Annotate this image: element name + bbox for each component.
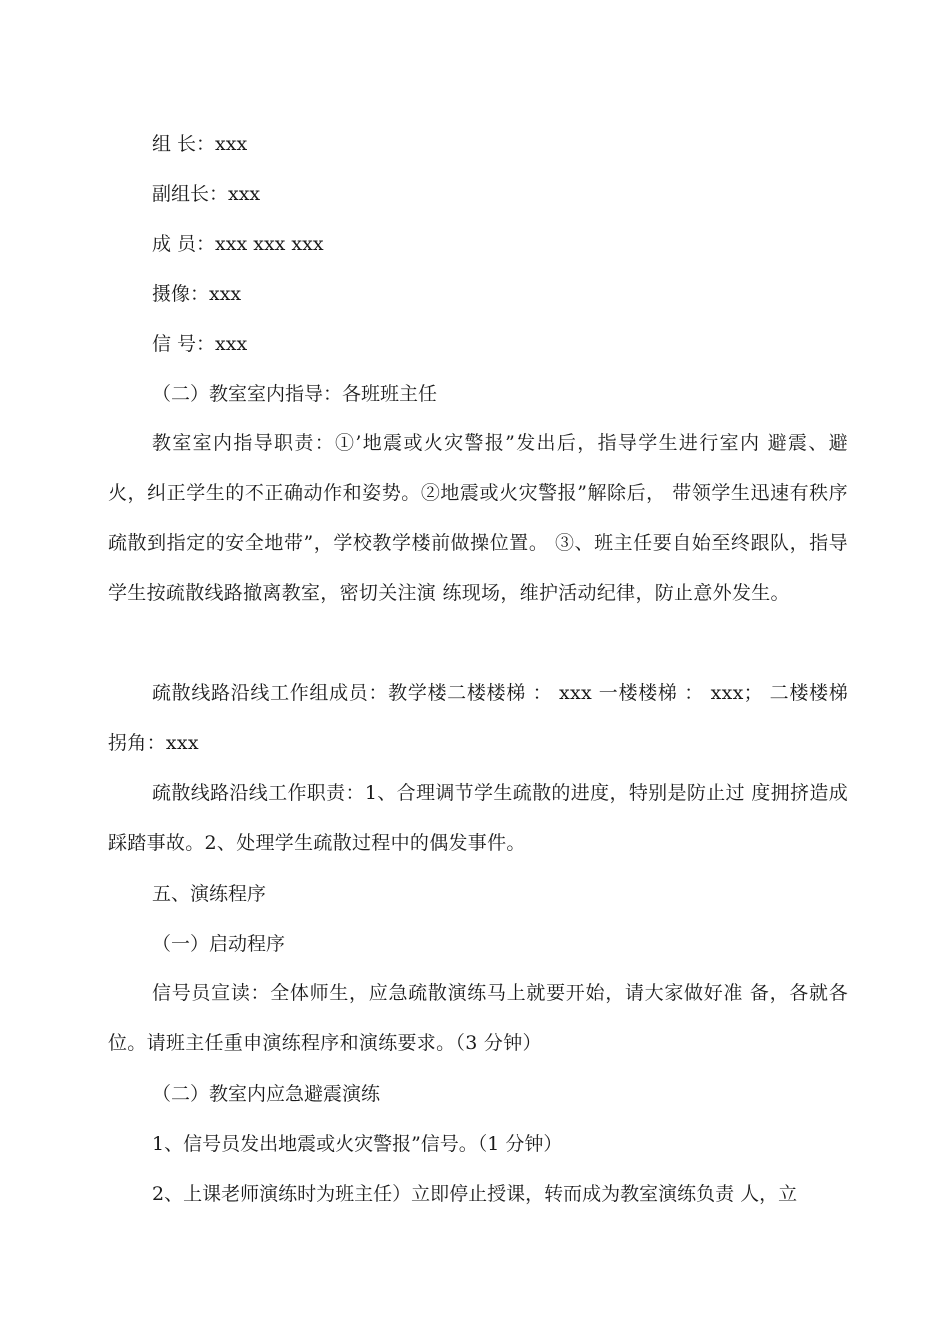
leader-line: 组 长：xxx (152, 133, 248, 155)
deputy-leader-line: 副组长：xxx (152, 183, 261, 205)
step-2-line: 2、上课老师演练时为班主任）立即停止授课，转而成为教室演练负责 人，立 (152, 1183, 798, 1205)
route-members-paragraph: 疏散线路沿线工作组成员：教学楼二楼楼梯 ： xxx 一楼楼梯 ： xxx； 二楼楼梯拐角：xxx (108, 682, 848, 754)
classroom-duties-paragraph: 教室室内指导职责：①’地震或火灾警报”发出后，指导学生进行室内 避震、避火，纠正学生的不正确动作和姿势。②地震或火灾警报”解除后， 带领学生迅速有秩序疏散到指定的安全地带”，学校教学楼前做操位置。 ③、班主任要自始至终跟队，指导学生按疏散线路撤离教室，密切关注演 练现场，维护活动纪律，防止意外发生。 (108, 432, 848, 604)
drill-procedure-heading: 五、演练程序 (152, 883, 267, 905)
camera-line: 摄像：xxx (152, 283, 242, 305)
members-line: 成 员：xxx xxx xxx (152, 233, 324, 255)
route-duties-paragraph: 疏散线路沿线工作职责：1、合理调节学生疏散的进度，特别是防止过 度拥挤造成踩踏事故。2、处理学生疏散过程中的偶发事件。 (108, 782, 848, 854)
classroom-guidance-heading: （二）教室室内指导：各班班主任 (152, 383, 438, 405)
announcement-paragraph: 信号员宣读：全体师生，应急疏散演练马上就要开始，请大家做好准 备，各就各位。请班主任重申演练程序和演练要求。（3 分钟） (108, 982, 848, 1054)
step-1-line: 1、信号员发出地震或火灾警报”信号。（1 分钟） (152, 1133, 563, 1155)
start-procedure-heading: （一）启动程序 (152, 933, 286, 955)
signal-line: 信 号：xxx (152, 333, 248, 355)
indoor-drill-heading: （二）教室内应急避震演练 (152, 1083, 381, 1105)
